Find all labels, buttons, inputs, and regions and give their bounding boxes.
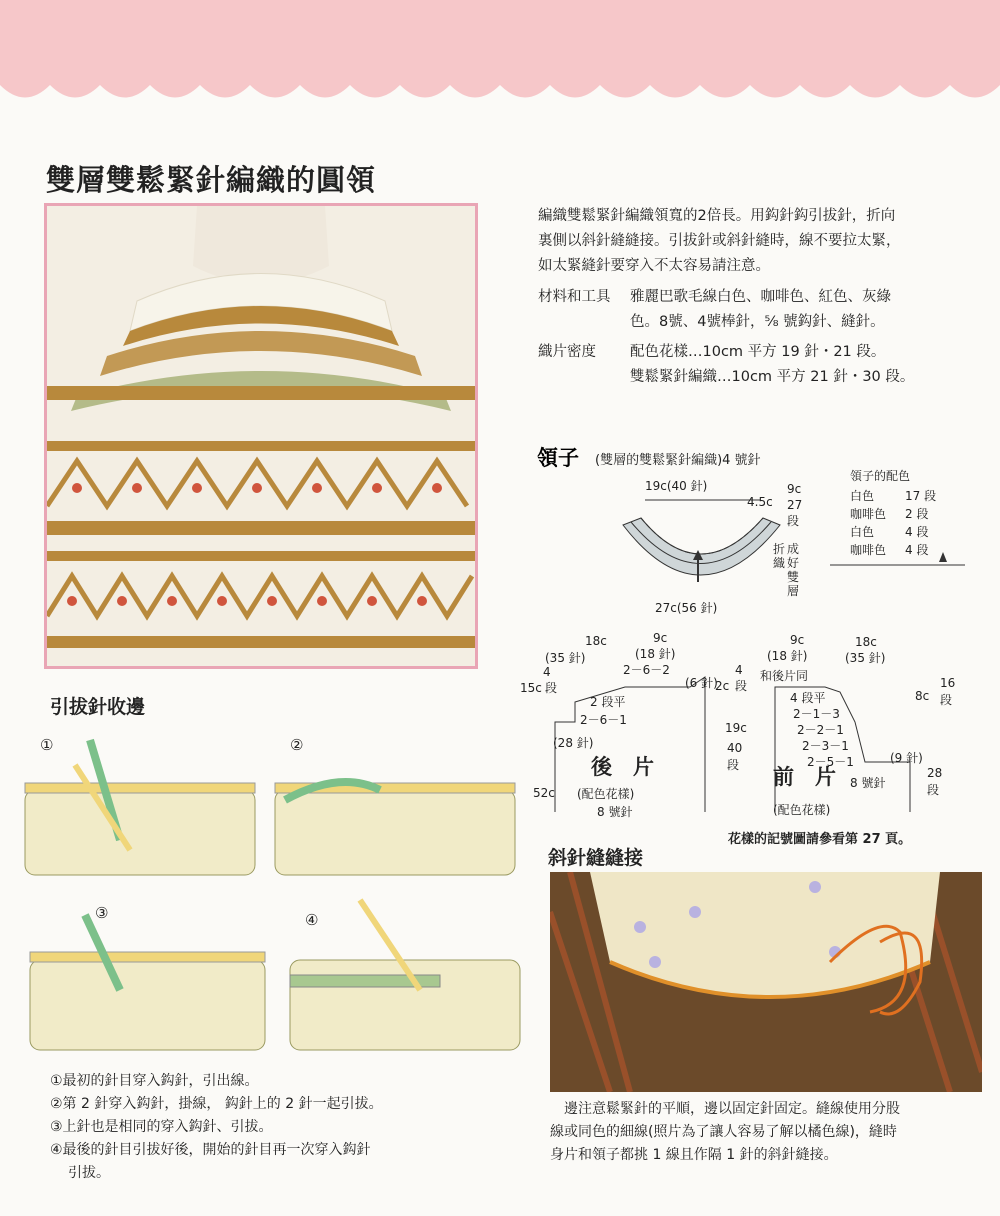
collar-depth-cm: 9c: [787, 482, 802, 496]
svg-text:52c: 52c: [533, 786, 555, 800]
svg-text:(6 針): (6 針): [685, 676, 718, 690]
collar-top-width: 19c(40 針): [645, 479, 708, 493]
svg-text:8c: 8c: [915, 689, 930, 703]
svg-text:咖啡色: 咖啡色: [850, 543, 887, 557]
front-piece-label: 前 片: [773, 765, 836, 789]
svg-text:織: 織: [773, 556, 786, 570]
step-text: 引拔。: [68, 1165, 110, 1181]
caption-line: 線或同色的細線(照片為了讓人容易了解以橘色線)，縫時: [550, 1124, 897, 1140]
materials-label: 材料和工具: [538, 289, 611, 305]
svg-text:(35 針): (35 針): [545, 651, 586, 665]
header-banner: [0, 0, 1000, 110]
svg-text:(9 針): (9 針): [890, 751, 923, 765]
svg-text:③: ③: [95, 904, 109, 922]
step-text: ②第 2 針穿入鈎針，掛線， 鈎針上的 2 針一起引拔。: [50, 1096, 383, 1112]
collar-diagram: [535, 440, 990, 625]
svg-text:②: ②: [290, 736, 304, 754]
materials-line: 雅麗巴歌毛線白色、咖啡色、紅色、灰綠: [630, 289, 891, 305]
svg-text:層: 層: [787, 584, 800, 598]
svg-text:(35 針): (35 針): [845, 651, 886, 665]
collar-heading: 領子: [537, 446, 579, 470]
whip-stitch-photo: [550, 872, 982, 1092]
svg-text:19c: 19c: [725, 721, 747, 735]
caption-line: 邊注意鬆緊針的平順，邊以固定針固定。縫線使用分股: [564, 1101, 900, 1117]
svg-text:2－5－1: 2－5－1: [807, 755, 854, 769]
svg-text:2－1－3: 2－1－3: [793, 707, 840, 721]
step-illustration: [275, 736, 515, 875]
step-illustration: [30, 904, 265, 1050]
intro-line: 裏側以斜針縫縫接。引拔針或斜針縫時，線不要拉太緊，: [538, 233, 901, 249]
svg-text:8 號針: 8 號針: [597, 805, 633, 819]
back-piece-label: 後 片: [591, 755, 654, 779]
svg-text:2－6－1: 2－6－1: [580, 713, 627, 727]
svg-text:18c: 18c: [585, 634, 607, 648]
collar-subheading: (雙層的雙鬆緊針編織)4 號針: [595, 453, 761, 468]
svg-text:④: ④: [305, 911, 319, 929]
svg-text:雙: 雙: [787, 570, 800, 584]
svg-text:(配色花樣): (配色花樣): [577, 787, 635, 801]
step-text: ①最初的針目穿入鈎針，引出線。: [50, 1073, 259, 1089]
svg-text:2－2－1: 2－2－1: [797, 723, 844, 737]
materials-block: [538, 285, 988, 390]
intro-line: 如太緊縫針要穿入不太容易請注意。: [538, 258, 770, 274]
sweater-photo: [44, 203, 478, 669]
svg-text:段: 段: [727, 758, 740, 772]
svg-text:折: 折: [773, 542, 786, 556]
slip-stitch-steps: [50, 1070, 500, 1185]
svg-text:4: 4: [735, 663, 743, 677]
svg-text:2－3－1: 2－3－1: [802, 739, 849, 753]
step-text: ③上針也是相同的穿入鈎針、引拔。: [50, 1119, 273, 1135]
svg-text:白色: 白色: [850, 489, 875, 503]
svg-text:咖啡色: 咖啡色: [850, 507, 887, 521]
collar-depth-unit: 段: [787, 514, 800, 528]
svg-text:2c: 2c: [715, 679, 730, 693]
svg-text:4 段: 4 段: [905, 525, 929, 539]
gauge-line: 配色花樣…10cm 平方 19 針・21 段。: [630, 344, 886, 360]
step-text: ④最後的針目引拔好後，開始的針目再一次穿入鈎針: [50, 1142, 371, 1158]
svg-text:段: 段: [940, 693, 953, 707]
svg-text:(配色花樣): (配色花樣): [773, 803, 831, 817]
slip-stitch-heading: 引拔針收邊: [50, 696, 146, 718]
page-title: 雙層雙鬆緊針編織的圓領: [46, 163, 377, 197]
svg-text:和後片同: 和後片同: [760, 669, 809, 683]
svg-text:白色: 白色: [850, 525, 875, 539]
intro-line: 編織雙鬆緊針編織領寬的2倍長。用鈎針鈎引拔針，折向: [538, 208, 896, 224]
collar-side-width: 4.5c: [747, 495, 773, 509]
svg-text:4 段: 4 段: [905, 543, 929, 557]
whip-stitch-heading: 斜針縫縫接: [548, 847, 644, 869]
svg-text:(18 針): (18 針): [635, 647, 676, 661]
step-illustration: [290, 900, 520, 1050]
svg-text:(28 針): (28 針): [553, 736, 594, 750]
collar-depth-rows: 27: [787, 498, 803, 512]
svg-text:15c: 15c: [520, 681, 542, 695]
collar-color-table: [830, 469, 965, 565]
svg-text:2 段: 2 段: [905, 507, 929, 521]
svg-text:①: ①: [40, 736, 54, 754]
svg-text:8 號針: 8 號針: [850, 776, 886, 790]
svg-text:段: 段: [735, 679, 748, 693]
svg-text:成: 成: [787, 542, 800, 556]
svg-text:2 段平: 2 段平: [590, 695, 626, 709]
svg-text:9c: 9c: [653, 632, 668, 645]
gauge-label: 織片密度: [538, 344, 596, 360]
svg-text:18c: 18c: [855, 635, 877, 649]
collar-bottom-width: 27c(56 針): [655, 601, 718, 615]
svg-text:40: 40: [727, 741, 743, 755]
svg-text:段: 段: [927, 783, 940, 797]
body-diagram: [515, 632, 985, 827]
svg-text:4 段平: 4 段平: [790, 691, 826, 705]
svg-text:好: 好: [787, 556, 800, 570]
svg-text:2－6－2: 2－6－2: [623, 663, 670, 677]
step-illustration: [25, 736, 255, 875]
svg-text:16: 16: [940, 676, 956, 690]
pattern-reference-note: 花樣的記號圖請參看第 27 頁。: [728, 832, 912, 847]
color-table-title: 領子的配色: [850, 469, 911, 483]
fold-note: [773, 541, 799, 598]
svg-text:(18 針): (18 針): [767, 649, 808, 663]
gauge-line: 雙鬆緊針編織…10cm 平方 21 針・30 段。: [630, 369, 915, 385]
intro-paragraph: [538, 204, 983, 279]
materials-line: 色。8號、4號棒針，⅝ 號鈎針、縫針。: [630, 314, 885, 330]
svg-text:17 段: 17 段: [905, 489, 937, 503]
svg-text:28: 28: [927, 766, 943, 780]
svg-text:段: 段: [545, 681, 558, 695]
caption-line: 身片和領子都挑 1 線且作隔 1 針的斜針縫接。: [550, 1147, 838, 1163]
slip-stitch-illustrations: [20, 730, 525, 1060]
svg-text:4: 4: [543, 665, 551, 679]
whip-stitch-caption: [550, 1098, 980, 1167]
svg-text:9c: 9c: [790, 633, 805, 647]
